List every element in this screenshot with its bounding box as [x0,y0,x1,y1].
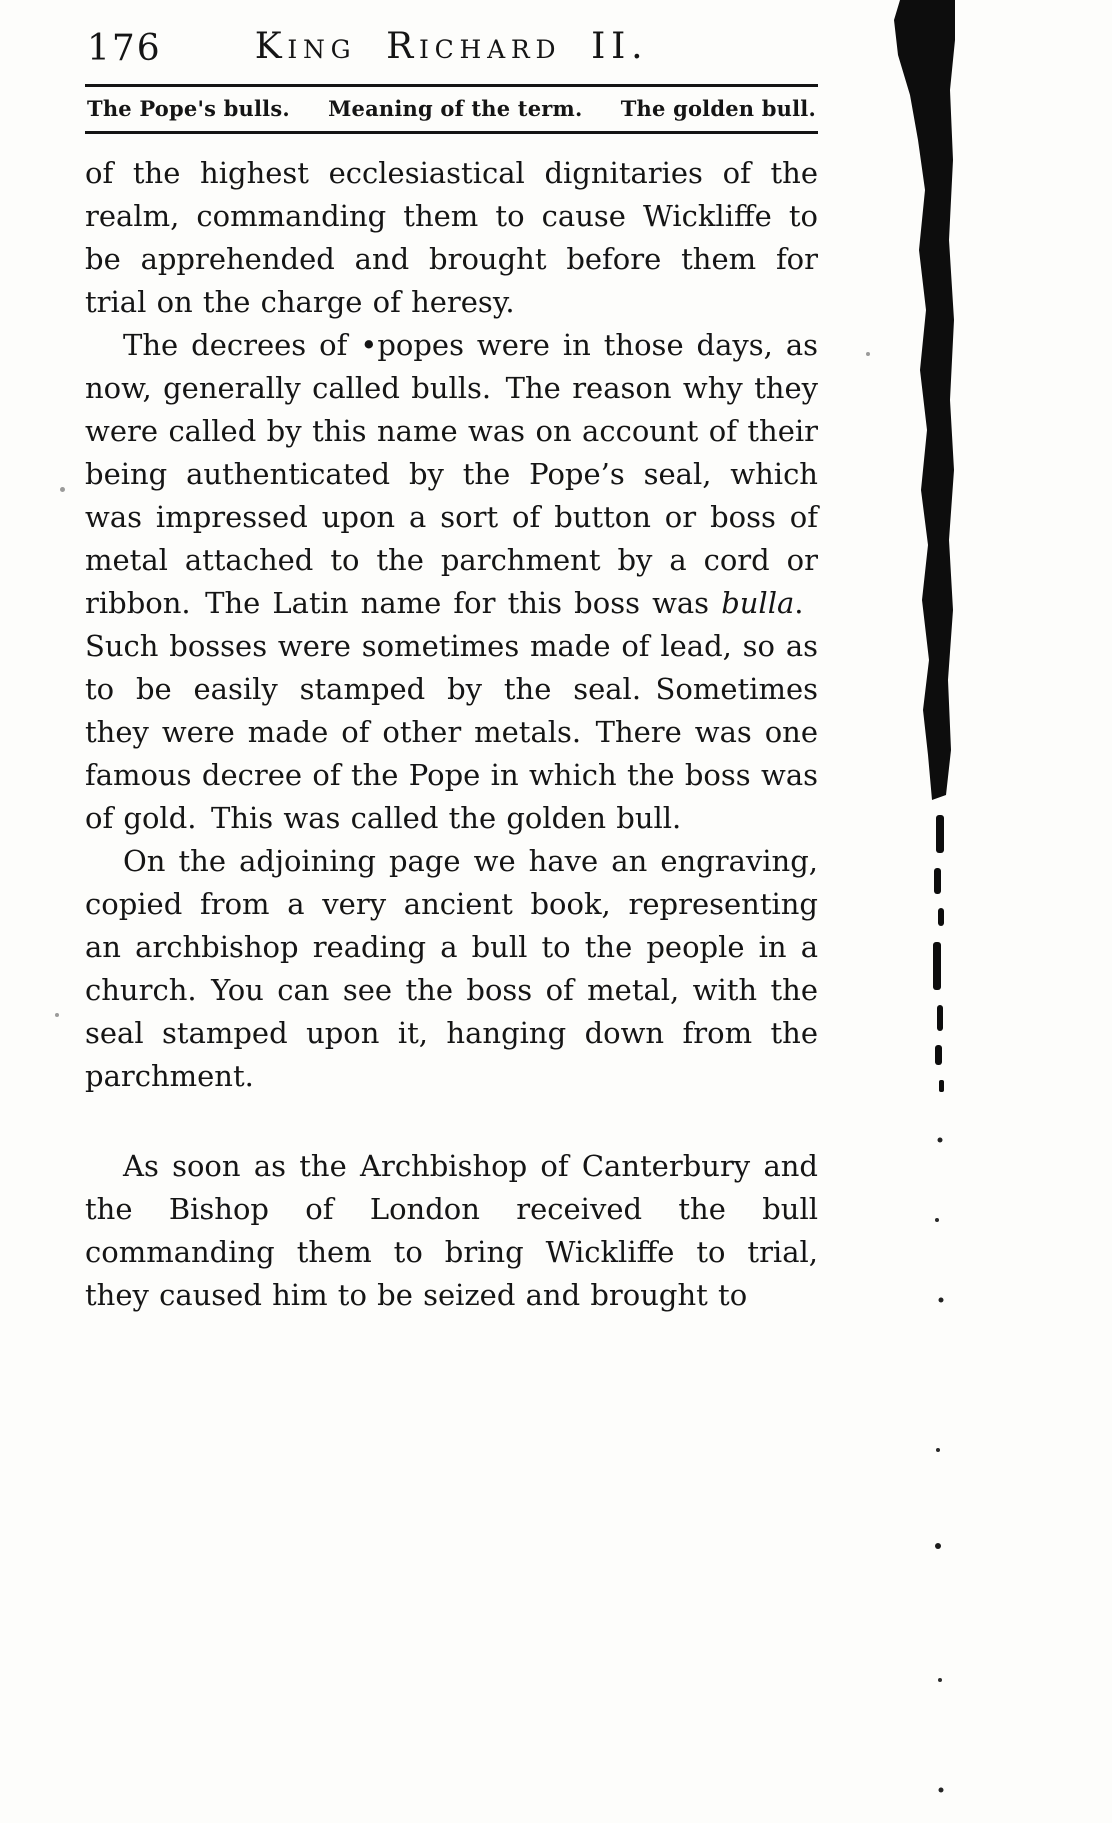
text-segment: As soon as the Archbishop of Canterbury and the Bishop of London received the bull commanding them to bring Wickliffe to trial, they caused him to be seized and brought to [85,1149,818,1312]
header-rule-bottom [85,131,818,134]
text-segment: . Such bosses were sometimes made of lead, so as to be easily stamped by the seal. Sometimes they were made of other metals. There was one famous decree of the Pope in which the boss was of gold. This was called the golden bull. [85,586,818,835]
running-head-center: Meaning of the term. [328,96,583,121]
body-text [85,152,818,1317]
page-number: 176 [87,28,162,69]
running-head-left: The Pope's bulls. [87,96,290,121]
scan-speck [60,487,65,492]
paragraph [85,324,818,840]
scan-speck [55,1013,59,1017]
page-title: King Richard II. [254,26,649,67]
text-segment: The decrees of •popes were in those days, as now, generally called bulls. The reason why they were called by this name was on account of their being authenticated by the Pope’s seal, which was impressed upon a sort of button or boss of metal attached to the parchment by a cord or ribbon. The Latin name for this boss was [85,328,818,620]
paragraph [85,840,818,1098]
paragraph [85,152,818,324]
scan-speck [866,352,870,356]
running-head-right: The golden bull. [620,96,816,121]
italic-text: bulla [721,586,795,620]
text-segment: of the highest ecclesiastical dignitaries of the realm, commanding them to cause Wickliffe to be apprehended and brought before them for trial on the charge of heresy. [85,156,818,319]
text-segment: On the adjoining page we have an engraving, copied from a very ancient book, representing an archbishop reading a bull to the people in a church. You can see the boss of metal, with the seal stamped upon it, hanging down from the parchment. [85,844,818,1093]
page-header [85,24,818,76]
running-heads [85,87,818,131]
paragraph [85,1145,818,1317]
page-content [85,24,818,1317]
scan-artifact-edge [880,0,970,1823]
